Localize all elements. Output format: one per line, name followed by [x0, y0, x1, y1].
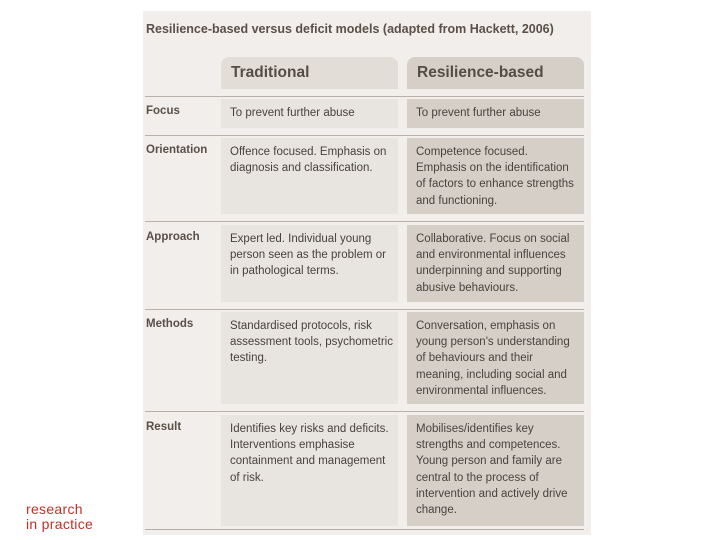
- row-divider: [145, 221, 584, 222]
- row-divider: [145, 529, 584, 530]
- row-label-focus: Focus: [146, 105, 180, 117]
- column-header-traditional: Traditional: [221, 57, 398, 89]
- row-divider: [145, 411, 584, 412]
- table-title: Resilience-based versus deficit models (adapted from Hackett, 2006): [146, 22, 554, 36]
- cell-approach-resilience: Collaborative. Focus on social and environmental influences underpinning and supporting abusive behaviours.: [407, 225, 584, 302]
- cell-orientation-resilience: Competence focused. Emphasis on the identification of factors to enhance strengths and functioning.: [407, 138, 584, 214]
- row-divider: [145, 96, 584, 97]
- row-divider: [145, 135, 584, 136]
- cell-approach-traditional: Expert led. Individual young person seen as the problem or in pathological terms.: [221, 225, 398, 302]
- cell-methods-resilience: Conversation, emphasis on young person's understanding of behaviours and their meaning, including social and environmental influences.: [407, 312, 584, 404]
- logo-line-2: in practice: [26, 516, 94, 532]
- cell-result-resilience: Mobilises/identifies key strengths and competences. Young person and family are central to the process of intervention and actively drive change.: [407, 415, 584, 526]
- research-in-practice-logo: [26, 502, 93, 532]
- row-label-approach: Approach: [146, 231, 200, 243]
- row-label-methods: Methods: [146, 318, 194, 330]
- cell-focus-traditional: To prevent further abuse: [221, 99, 398, 128]
- cell-methods-traditional: Standardised protocols, risk assessment tools, psychometric testing.: [221, 312, 398, 404]
- cell-orientation-traditional: Offence focused. Emphasis on diagnosis and classification.: [221, 138, 398, 214]
- column-header-resilience: Resilience-based: [407, 57, 584, 89]
- cell-focus-resilience: To prevent further abuse: [407, 99, 584, 128]
- row-label-orientation: Orientation: [146, 144, 208, 156]
- cell-result-traditional: Identifies key risks and deficits. Interventions emphasise containment and management of risk.: [221, 415, 398, 526]
- row-divider: [145, 309, 584, 310]
- row-label-result: Result: [146, 421, 182, 433]
- logo-line-1: research: [26, 501, 83, 517]
